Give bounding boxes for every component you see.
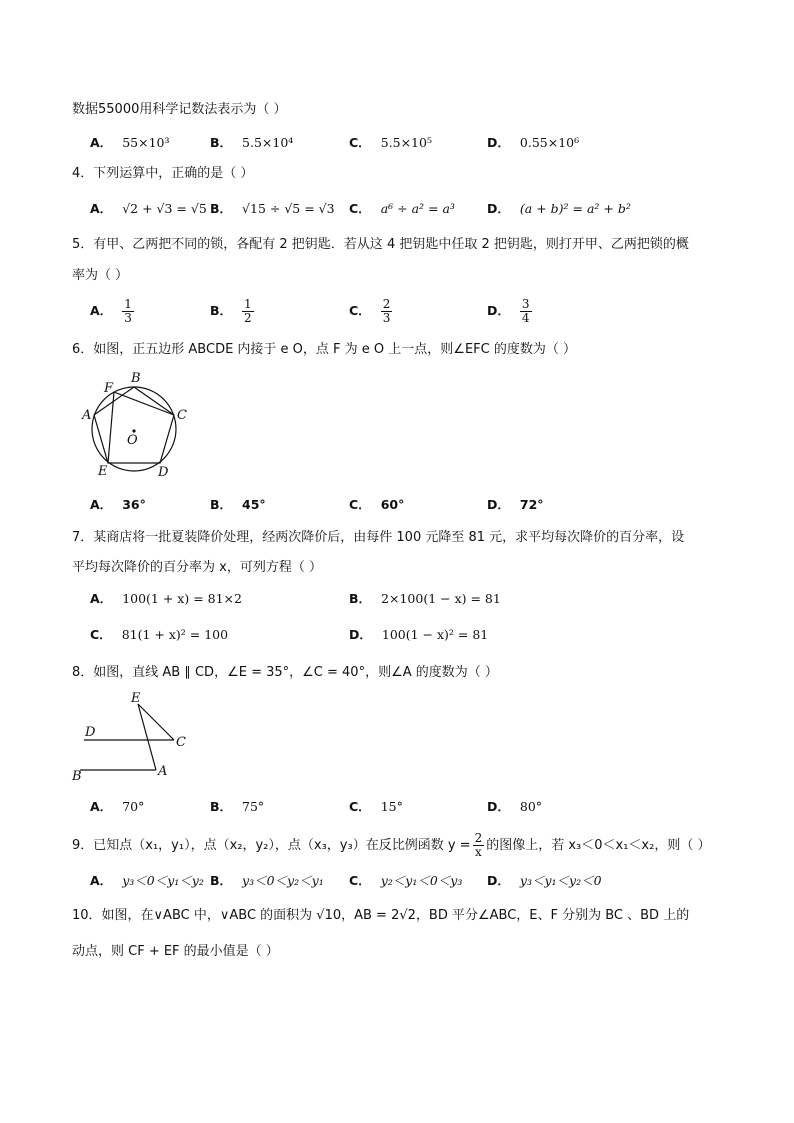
- label-A: A: [158, 764, 168, 779]
- label-B: B: [72, 769, 82, 782]
- q9-option-d: D． y₃＜y₁＜y₂＜0: [487, 873, 602, 888]
- q10-stem-line1: 10．如图，在∨ABC 中，∨ABC 的面积为 √10，AB = 2√2，BD 平分∠ABC，E、F 分别为 BC 、BD 上的: [72, 908, 690, 923]
- q9-stem: [72, 832, 710, 859]
- label-E: E: [131, 691, 141, 706]
- label-C: C: [176, 735, 186, 750]
- q3-option-d: D． 0.55×10⁶: [487, 135, 580, 150]
- q4-option-a: A． √2 + √3 = √5: [90, 201, 207, 216]
- q9-option-a: A． y₃＜0＜y₁＜y₂: [90, 873, 204, 888]
- q5-option-a: A． $\frac{1}{3}$: [90, 297, 132, 325]
- q5-option-b: B． $\frac{1}{2}$: [210, 297, 252, 325]
- q7-option-a: A． 100(1 + x) = 81×2: [90, 591, 242, 606]
- q9-stem-suffix: 的图像上，若 x₃＜0＜x₁＜x₂，则（ ）: [486, 838, 711, 853]
- q3-option-b: B． 5.5×10⁴: [210, 135, 294, 150]
- q8-stem: 8．如图，直线 AB ∥ CD，∠E = 35°，∠C = 40°，则∠A 的度数为（ ）: [72, 665, 498, 680]
- parallel-lines-figure: [70, 690, 200, 782]
- label-O: O: [127, 433, 138, 448]
- q8-option-a: A． 70°: [90, 799, 145, 814]
- q4-option-d: D． (a + b)² = a² + b²: [487, 201, 631, 216]
- q8-option-b: B． 75°: [210, 799, 265, 814]
- q9-fraction: $\frac{2}{x}$: [474, 831, 483, 859]
- label-D: D: [158, 465, 169, 480]
- q3-stem: 数据55000用科学记数法表示为（ ）: [72, 102, 287, 117]
- q6-stem: 6．如图，正五边形 ABCDE 内接于 e O，点 F 为 e O 上一点，则∠EFC 的度数为（ ）: [72, 342, 576, 357]
- q10-stem-line2: 动点，则 CF + EF 的最小值是（ ）: [72, 944, 279, 959]
- label-A: A: [82, 408, 92, 423]
- q4-option-c: C． a⁶ ÷ a² = a³: [349, 201, 455, 216]
- q9-option-b: B． y₃＜0＜y₂＜y₁: [210, 873, 324, 888]
- q7-stem-line2: 平均每次降价的百分率为 x，可列方程（ ）: [72, 560, 322, 575]
- label-B: B: [131, 371, 141, 386]
- q7-option-b: B． 2×100(1 − x) = 81: [349, 591, 501, 606]
- label-E: E: [98, 464, 108, 479]
- q6-option-c: C． 60°: [349, 497, 405, 512]
- q6-option-b: B． 45°: [210, 497, 266, 512]
- q7-option-c: C． 81(1 + x)² = 100: [90, 627, 229, 642]
- q8-option-d: D． 80°: [487, 799, 543, 814]
- q3-option-a: A． 55×10³: [90, 135, 170, 150]
- pentagon-circle-figure: [72, 365, 202, 480]
- q5-option-d: D． $\frac{3}{4}$: [487, 297, 530, 325]
- q6-option-a: A． 36°: [90, 497, 146, 512]
- q3-option-c: C． 5.5×10⁵: [349, 135, 432, 150]
- q9-option-c: C． y₂＜y₁＜0＜y₃: [349, 873, 463, 888]
- q8-option-c: C． 15°: [349, 799, 403, 814]
- q9-stem-prefix: 9．已知点（x₁，y₁），点（x₂，y₂），点（x₃，y₃）在反比例函数 y =: [72, 838, 471, 853]
- q4-stem: 4．下列运算中，正确的是（ ）: [72, 166, 254, 181]
- q4-option-b: B． √15 ÷ √5 = √3: [210, 201, 335, 216]
- label-F: F: [104, 381, 114, 396]
- q7-option-d: D． 100(1 − x)² = 81: [349, 627, 489, 642]
- label-D: D: [85, 725, 96, 740]
- q5-option-c: C． $\frac{2}{3}$: [349, 297, 391, 325]
- q7-stem-line1: 7．某商店将一批夏装降价处理，经两次降价后，由每件 100 元降至 81 元，求平均每次降价的百分率，设: [72, 530, 685, 545]
- label-C: C: [177, 408, 187, 423]
- q5-stem-line1: 5．有甲、乙两把不同的锁，各配有 2 把钥匙．若从这 4 把钥匙中任取 2 把钥匙，则打开甲、乙两把锁的概: [72, 237, 689, 252]
- q5-stem-line2: 率为（ ）: [72, 268, 129, 283]
- q6-option-d: D． 72°: [487, 497, 544, 512]
